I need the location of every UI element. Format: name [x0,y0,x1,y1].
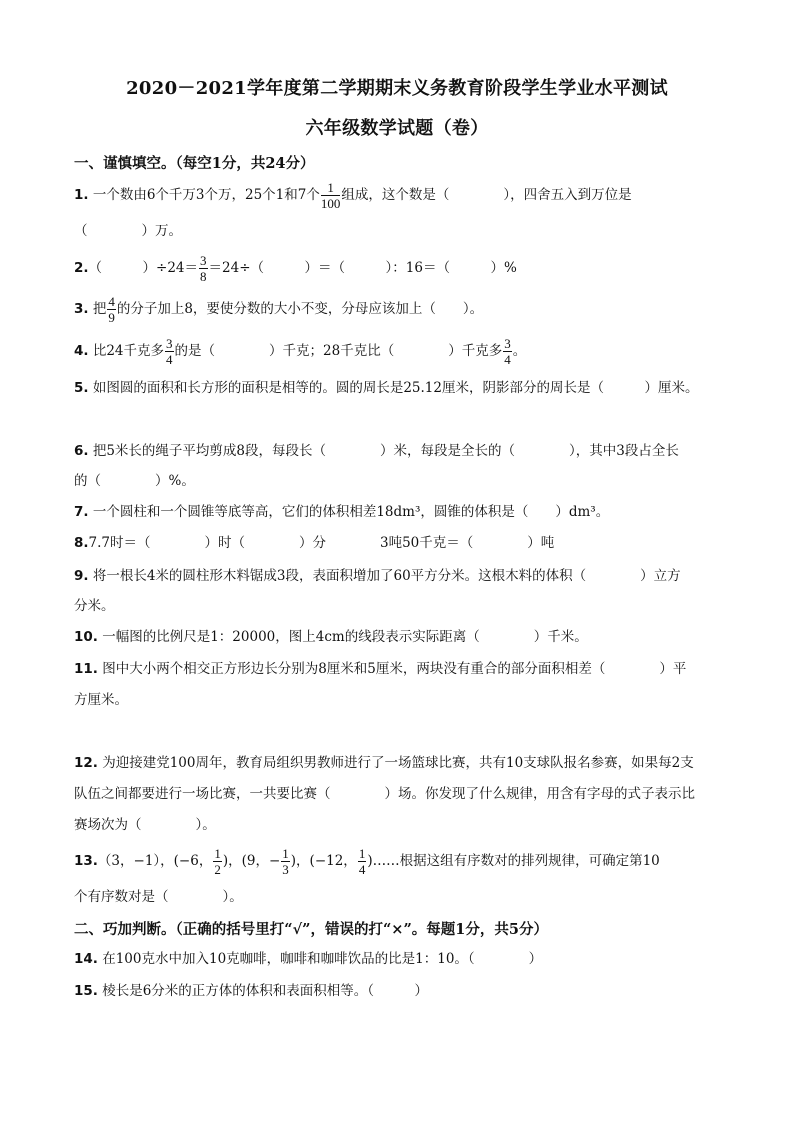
question-8: 8.7.7时＝（ ）时（ ）分 3吨50千克＝（ ）吨 [74,535,555,551]
question-number: 3. [74,301,89,317]
question-number: 9. [74,568,89,584]
fraction: $\frac{1}{4}$ [358,846,366,877]
question-3: 3. 把 $\frac{4}{9}$ 的分子加上8，要使分数的大小不变，分母应该加上（ ）。 [74,294,484,325]
question-12-continued: 队伍之间都要进行一场比赛，一共要比赛（ ）场。你发现了什么规律，用含有字母的式子表示比 [74,786,695,802]
fraction: $\frac{3}{8}$ [200,253,207,284]
question-9-continued: 分米。 [74,598,115,614]
question-number: 7. [74,504,89,520]
question-number: 8. [74,535,89,551]
fraction: $\frac{3}{4}$ [504,336,511,367]
fraction: $\frac{1}{100}$ [320,180,341,211]
question-13-continued: 个有序数对是（ ）。 [74,889,243,905]
question-5: 5. 如图圆的面积和长方形的面积是相等的。圆的周长是25.12厘米，阴影部分的周长是（ ）厘米。 [74,380,699,396]
fraction: $\frac{4}{9}$ [108,294,115,325]
question-4: 4. 比24千克多 $\frac{3}{4}$ 的是（ ）千克；28千克比（ ）千克多 $\frac{3}{4}$ 。 [74,336,527,367]
question-9: 9. 将一根长4米的圆柱形木料锯成3段，表面积增加了60平方分米。这根木料的体积（ ）立方 [74,568,681,584]
question-number: 4. [74,343,89,359]
section-heading-fill-in: 一、谨慎填空。（每空1分，共24分） [74,155,315,172]
question-11: 11. 图中大小两个相交正方形边长分别为8厘米和5厘米，两块没有重合的部分面积相差（ ）平 [74,661,687,677]
question-2: 2.（ ）÷24＝ $\frac{3}{8}$ ＝24÷（ ）＝（ ）：16＝（ ）% [74,253,517,284]
question-12: 12. 为迎接建党100周年，教育局组织男教师进行了一场篮球比赛，共有10支球队报名参赛，如果每2支 [74,755,694,771]
question-15: 15. 棱长是6分米的正方体的体积和表面积相等。（ ） [74,983,429,999]
question-number: 6. [74,443,89,459]
question-12-continued: 赛场次为（ ）。 [74,817,216,833]
question-number: 14. [74,951,98,967]
question-number: 11. [74,661,98,677]
question-13: 13.（3，−1），(−6， $\frac{1}{2}$ )，(9，− $\frac{1}{3}$ )，(−12， $\frac{1}{4}$ )……根据这组有序数对的排列规律，可确定第10 [74,846,660,877]
fraction: $\frac{1}{3}$ [282,846,289,877]
question-14: 14. 在100克水中加入10克咖啡，咖啡和咖啡饮品的比是1：10。（ ） [74,951,543,967]
question-11-continued: 方厘米。 [74,692,128,708]
question-number: 12. [74,755,98,771]
fraction: $\frac{1}{2}$ [214,846,221,877]
question-number: 13. [74,853,98,869]
question-number: 2. [74,260,89,276]
question-number: 5. [74,380,89,396]
exam-title: 2020－2021学年度第二学期期末义务教育阶段学生学业水平测试 [126,78,668,99]
question-10: 10. 一幅图的比例尺是1：20000，图上4cm的线段表示实际距离（ ）千米。 [74,629,588,645]
question-1: 1. 一个数由6个千万3个万，25个1和7个 $\frac{1}{100}$ 组成，这个数是（ ），四舍五入到万位是 [74,180,632,211]
exam-subtitle: 六年级数学试题（卷） [305,118,489,139]
question-number: 15. [74,983,98,999]
fraction: $\frac{3}{4}$ [166,336,173,367]
question-6-continued: 的（ ）%。 [74,473,195,489]
question-number: 10. [74,629,98,645]
question-number: 1. [74,187,89,203]
question-6: 6. 把5米长的绳子平均剪成8段，每段长（ ）米，每段是全长的（ ），其中3段占全长 [74,443,679,459]
question-7: 7. 一个圆柱和一个圆锥等底等高，它们的体积相差18dm³，圆锥的体积是（ ）dm³。 [74,504,610,520]
section-heading-true-false: 二、巧加判断。（正确的括号里打“√”，错误的打“×”。每题1分，共5分） [74,921,548,938]
question-1-continued: （ ）万。 [74,223,182,239]
